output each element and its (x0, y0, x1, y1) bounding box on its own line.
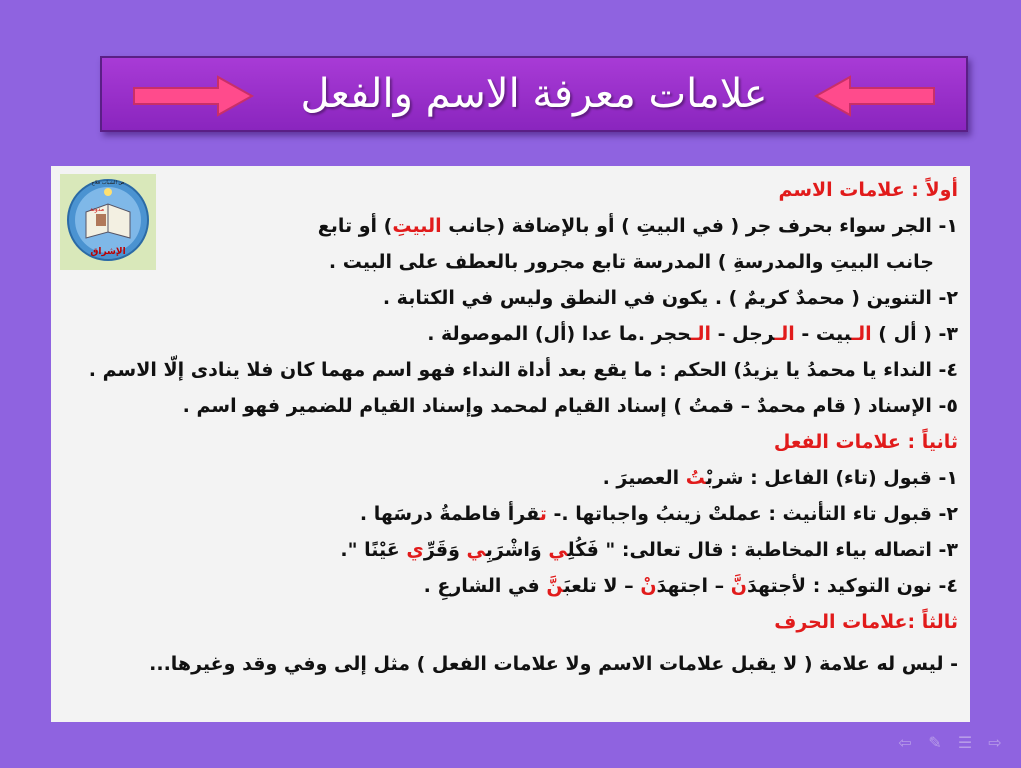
forward-arrow-icon[interactable]: ⇨ (988, 733, 1002, 752)
noun-item-1-continued: جانب البيتِ والمدرسةِ ) المدرسة تابع مجرور بالعطف على البيت . (328, 251, 934, 273)
pen-icon[interactable]: ✎ (928, 733, 942, 752)
verb-item-1: ١- قبول (تاء) الفاعل : شربْتُ العصيرَ . (602, 467, 958, 489)
slide-nav (895, 734, 1007, 752)
noun-item-3: ٣- ( أل ) الـبيت - الـرجل - الـحجر .ما عدا (أل) الموصولة . (427, 323, 958, 345)
verb-item-4: ٤- نون التوكيد : لأجتهدَنَّ – اجتهدَنْ – لا تلعبَنَّ في الشارعِ . (423, 575, 958, 597)
content-panel (51, 166, 970, 722)
title-banner (100, 56, 968, 132)
letter-signs-heading: ثالثاً :علامات الحرف (774, 611, 958, 633)
letter-item-1: - ليس له علامة ( لا يقبل علامات الاسم ولا علامات الفعل ) مثل إلى وفي وقد وغيرها... (149, 653, 958, 675)
noun-item-2: ٢- التنوين ( محمدٌ كريمٌ ) . يكون في النطق وليس في الكتابة . (382, 287, 958, 309)
back-arrow-icon[interactable]: ⇦ (898, 733, 912, 752)
noun-item-1: ١- الجر سواء بحرف جر ( في البيتِ ) أو بالإضافة (جانب البيتِ) أو تابع (317, 215, 958, 237)
noun-signs-heading: أولاً : علامات الاسم (778, 179, 958, 201)
left-arrow-icon (814, 75, 936, 117)
noun-item-4: ٤- النداء يا محمدُ يا يزيدُ) الحكم : ما يقع بعد أداة النداء فهو اسم مهما كان فلا ينادى إلّا الاسم . (88, 359, 958, 381)
verb-item-2: ٢- قبول تاء التأنيث : عملتْ زينبُ واجباتها .- تقرأ فاطمةُ درسَها . (359, 503, 958, 525)
svg-text:ص الشباب فلاح: ص الشباب فلاح (91, 180, 125, 186)
verb-item-3: ٣- اتصاله بياء المخاطبة : قال تعالى: " فَكُلِي وَاشْرَبِي وَقَرِّي عَيْنًا ". (340, 539, 958, 561)
menu-icon[interactable]: ☰ (957, 733, 973, 752)
notes-text (68, 172, 958, 682)
svg-text:مدونة: مدونة (90, 206, 105, 213)
slide-title: علامات معرفة الاسم والفعل (300, 71, 768, 117)
noun-item-5: ٥- الإسناد ( قام محمدٌ – قمتُ ) إسناد القيام لمحمد وإسناد القيام للضمير فهو اسم . (182, 395, 958, 417)
verb-signs-heading: ثانياً : علامات الفعل (773, 431, 958, 453)
svg-text:الإشراق: الإشراق (90, 247, 126, 257)
